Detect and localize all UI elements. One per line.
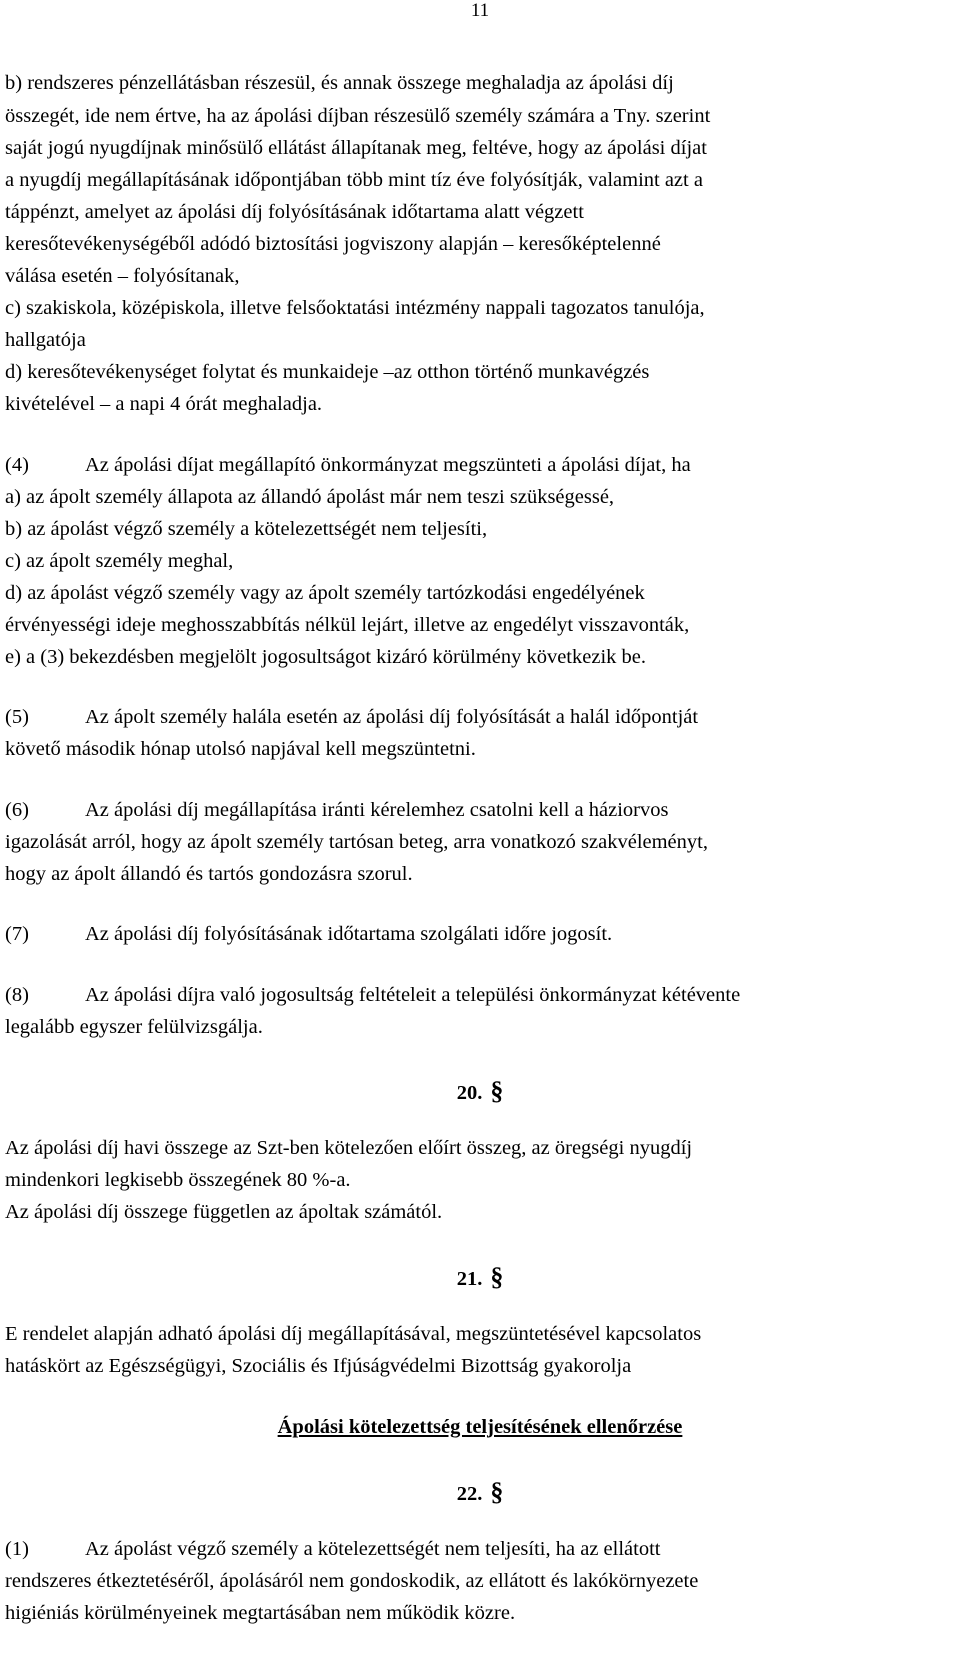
section-heading-20 — [0, 1076, 960, 1106]
text-line: válása esetén – folyósítanak, — [5, 265, 240, 287]
text-line: higiéniás körülményeinek megtartásában nem működik közre. — [5, 1602, 516, 1624]
text-line: igazolását arról, hogy az ápolt személy tartósan beteg, arra vonatkozó szakvéleményt, — [5, 831, 708, 853]
paragraph-lead: Az ápolási díj folyósításának időtartama szolgálati időre jogosít. — [85, 923, 613, 945]
list-item: érvényességi ideje meghosszabbítás nélkül lejárt, illetve az engedélyt visszavonták, — [5, 614, 690, 636]
paragraph-lead: Az ápolási díjat megállapító önkormányzat megszünteti a ápolási díjat, ha — [85, 454, 691, 476]
list-item: d) az ápolást végző személy vagy az ápolt személy tartózkodási engedélyének — [5, 582, 645, 604]
text-line: b) rendszeres pénzellátásban részesül, és annak összege meghaladja az ápolási díj — [5, 72, 674, 94]
text-line: saját jogú nyugdíjnak minősülő ellátást állapítanak meg, feltéve, hogy az ápolási díjat — [5, 137, 707, 159]
paragraph-number: (5) — [5, 706, 29, 728]
list-item: c) az ápolt személy meghal, — [5, 550, 234, 572]
text-line: a nyugdíj megállapításának időpontjában több mint tíz éve folyósítják, valamint azt a — [5, 169, 703, 191]
paragraph-number: (7) — [5, 923, 29, 945]
page-number: 11 — [470, 0, 490, 21]
paragraph-number: (1) — [5, 1538, 29, 1560]
paragraph-number: (6) — [5, 799, 29, 821]
text-line: hogy az ápolt állandó és tartós gondozásra szorul. — [5, 863, 413, 885]
chapter-title: Ápolási kötelezettség teljesítésének ellenőrzése — [277, 1416, 683, 1438]
list-item: a) az ápolt személy állapota az állandó ápolást már nem teszi szükségessé, — [5, 486, 615, 508]
text-line: táppénzt, amelyet az ápolási díj folyósításának időtartama alatt végzett — [5, 201, 584, 223]
section-number: 22. — [456, 1483, 483, 1505]
list-item: b) az ápolást végző személy a kötelezettségét nem teljesíti, — [5, 518, 488, 540]
text-line: c) szakiskola, középiskola, illetve felsőoktatási intézmény nappali tagozatos tanulója, — [5, 297, 705, 319]
text-line: hallgatója — [5, 329, 86, 351]
paragraph-lead: Az ápolást végző személy a kötelezettségét nem teljesíti, ha az ellátott — [85, 1538, 661, 1560]
paragraph-number: (8) — [5, 984, 29, 1006]
text-line: E rendelet alapján adható ápolási díj megállapításával, megszüntetésével kapcsolatos — [5, 1323, 702, 1345]
text-line: Az ápolási díj havi összege az Szt-ben kötelezően előírt összeg, az öregségi nyugdíj — [5, 1137, 693, 1159]
section-symbol: § — [490, 1262, 504, 1291]
text-line: Az ápolási díj összege független az ápoltak számától. — [5, 1201, 443, 1223]
text-line: legalább egyszer felülvizsgálja. — [5, 1016, 263, 1038]
section-number: 21. — [456, 1268, 483, 1290]
section-heading-22 — [0, 1477, 960, 1507]
text-line: mindenkori legkisebb összegének 80 %-a. — [5, 1169, 351, 1191]
paragraph-lead: Az ápolt személy halála esetén az ápolási díj folyósítását a halál időpontját — [85, 706, 699, 728]
text-line: keresőtevékenységéből adódó biztosítási jogviszony alapján – keresőképtelenné — [5, 233, 661, 255]
paragraph-number: (4) — [5, 454, 29, 476]
text-line: követő második hónap utolsó napjával kell megszüntetni. — [5, 738, 476, 760]
text-line: hatáskört az Egészségügyi, Szociális és Ifjúságvédelmi Bizottság gyakorolja — [5, 1355, 632, 1377]
section-symbol: § — [490, 1076, 504, 1105]
section-number: 20. — [456, 1082, 483, 1104]
text-line: összegét, ide nem értve, ha az ápolási díjban részesülő személy számára a Tny. szerint — [5, 105, 711, 127]
text-line: d) keresőtevékenységet folytat és munkaideje –az otthon történő munkavégzés — [5, 361, 650, 383]
text-line: rendszeres étkeztetéséről, ápolásáról nem gondoskodik, az ellátott és lakókörnyezete — [5, 1570, 699, 1592]
list-item: e) a (3) bekezdésben megjelölt jogosultságot kizáró körülmény következik be. — [5, 646, 646, 668]
text-line: kivételével – a napi 4 órát meghaladja. — [5, 393, 323, 415]
paragraph-lead: Az ápolási díj megállapítása iránti kérelemhez csatolni kell a háziorvos — [85, 799, 669, 821]
section-heading-21 — [0, 1262, 960, 1292]
paragraph-lead: Az ápolási díjra való jogosultság feltételeit a települési önkormányzat kétévente — [85, 984, 741, 1006]
section-symbol: § — [490, 1477, 504, 1506]
